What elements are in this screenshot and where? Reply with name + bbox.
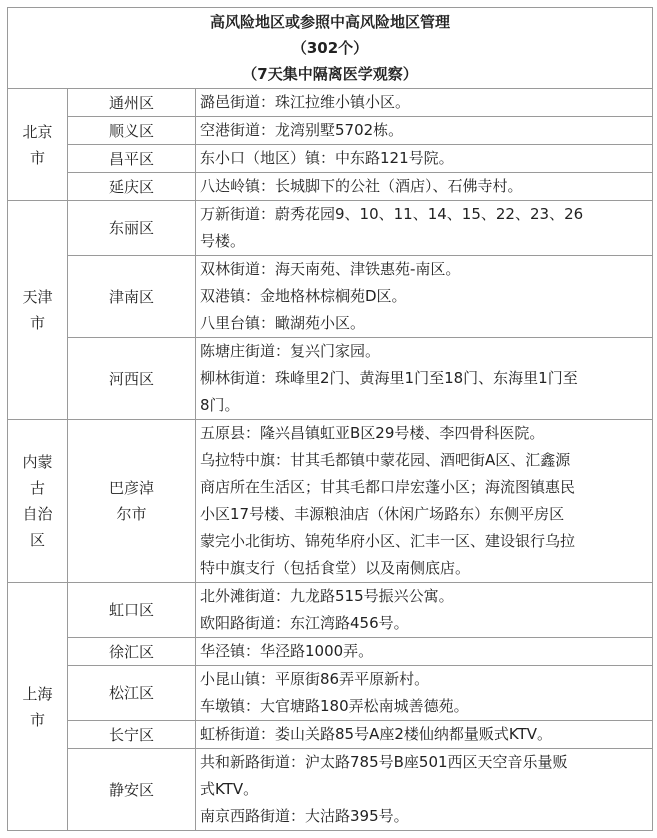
province-name: 北京: [22, 122, 53, 141]
district-name: 尔市: [116, 505, 147, 523]
address-line: 双港镇：金地格林棕榈苑D区。: [200, 287, 407, 305]
table-row: [8, 666, 653, 721]
district-cell: [68, 721, 196, 749]
district-cell: [68, 749, 196, 831]
address-line: 万新街道：蔚秀花园9、10、11、14、15、22、23、26: [200, 205, 584, 223]
address-line: 共和新路街道：沪太路785号B座501西区天空音乐量贩: [200, 753, 568, 771]
address-cell: [196, 338, 653, 420]
address-line: 双林街道：海天南苑、津铁惠苑-南区。: [200, 260, 461, 278]
province-name: 市: [29, 314, 45, 332]
address-cell: [196, 721, 653, 749]
header-quarantine-note: （7天集中隔离医学观察）: [242, 65, 418, 83]
address-cell: [196, 256, 653, 338]
district-cell: [68, 117, 196, 145]
district-name: 东丽区: [108, 219, 154, 237]
address-cell: [196, 749, 653, 831]
table-header-row: [8, 8, 653, 89]
table-row: [8, 173, 653, 201]
district-name: 徐汇区: [108, 642, 154, 661]
province-cell: [8, 201, 68, 420]
address-line: 欧阳路街道：东江湾路456号。: [200, 614, 409, 632]
table-row: [8, 749, 653, 831]
province-name: 区: [29, 531, 45, 549]
province-name: 上海: [22, 684, 53, 703]
address-line: 柳林街道：珠峰里2门、黄海里1门至18门、东海里1门至: [200, 369, 578, 387]
table-row: [8, 145, 653, 173]
district-cell: [68, 89, 196, 117]
header-count: （302个）: [291, 39, 369, 57]
table-row: [8, 638, 653, 666]
address-line: 东小口（地区）镇：中东路121号院。: [200, 149, 454, 167]
district-name: 虹口区: [108, 601, 154, 619]
address-cell: [196, 173, 653, 201]
district-name: 静安区: [108, 780, 154, 799]
district-name: 顺义区: [108, 121, 154, 140]
address-line: 虹桥街道：娄山关路85号A座2楼仙纳都量贩式KTV。: [200, 725, 552, 743]
address-line: 南京西路街道：大沽路395号。: [200, 807, 409, 825]
table-row: [8, 583, 653, 638]
address-line: 车墩镇：大官塘路180弄松南城善德苑。: [200, 697, 469, 715]
district-name: 津南区: [108, 287, 154, 306]
province-cell: [8, 583, 68, 831]
table-row: [8, 201, 653, 256]
district-name: 昌平区: [108, 149, 154, 168]
address-cell: [196, 117, 653, 145]
district-name: 长宁区: [108, 725, 154, 744]
district-cell: [68, 201, 196, 256]
address-line: 8门。: [200, 396, 240, 414]
address-cell: [196, 666, 653, 721]
district-name: 松江区: [108, 684, 154, 702]
header-title: 高风险地区或参照中高风险地区管理: [210, 13, 451, 31]
address-cell: [196, 583, 653, 638]
province-name: 内蒙: [22, 453, 53, 471]
address-line: 式KTV。: [200, 780, 259, 798]
district-cell: [68, 583, 196, 638]
address-line: 商店所在生活区；甘其毛都口岸宏蓬小区；海流图镇惠民: [200, 478, 576, 496]
district-cell: [68, 666, 196, 721]
table-row: [8, 420, 653, 583]
district-name: 延庆区: [108, 177, 154, 196]
address-line: 蒙完小北街坊、锦苑华府小区、汇丰一区、建设银行乌拉: [200, 532, 576, 550]
table-row: [8, 117, 653, 145]
province-cell: [8, 89, 68, 201]
district-name: 通州区: [108, 93, 154, 112]
table-row: [8, 256, 653, 338]
district-cell: [68, 420, 196, 583]
district-cell: [68, 173, 196, 201]
table-row: [8, 89, 653, 117]
province-name: 自治: [22, 505, 53, 523]
address-line: 空港街道：龙湾别墅5702栋。: [200, 121, 404, 139]
address-line: 五原县：隆兴昌镇虹亚B区29号楼、李四骨科医院。: [200, 424, 545, 442]
province-name: 市: [29, 710, 45, 729]
district-name: 巴彦淖: [108, 479, 154, 497]
address-line: 特中旗支行（包括食堂）以及南侧底店。: [200, 559, 471, 577]
address-line: 潞邑街道：珠江拉维小镇小区。: [200, 93, 411, 111]
address-cell: [196, 89, 653, 117]
district-cell: [68, 638, 196, 666]
address-line: 陈塘庄街道：复兴门家园。: [200, 342, 381, 360]
address-line: 小昆山镇：平原街86弄平原新村。: [200, 670, 430, 688]
risk-area-table: [7, 7, 653, 831]
province-cell: [8, 420, 68, 583]
district-cell: [68, 145, 196, 173]
address-cell: [196, 638, 653, 666]
address-line: 北外滩街道：九龙路515号振兴公寓。: [200, 587, 454, 605]
address-line: 八里台镇：瞰湖苑小区。: [200, 314, 366, 332]
address-cell: [196, 420, 653, 583]
table-header: [8, 8, 653, 89]
district-cell: [68, 256, 196, 338]
district-name: 河西区: [108, 369, 154, 388]
address-line: 乌拉特中旗：甘其毛都镇中蒙花园、酒吧街A区、汇鑫源: [200, 451, 571, 469]
province-name: 天津: [22, 288, 53, 306]
table-row: [8, 721, 653, 749]
district-cell: [68, 338, 196, 420]
address-cell: [196, 201, 653, 256]
address-line: 号楼。: [200, 232, 246, 250]
address-line: 小区17号楼、丰源粮油店（休闲广场路东）东侧平房区: [200, 505, 565, 523]
province-name: 古: [29, 479, 45, 497]
table-row: [8, 338, 653, 420]
address-line: 华泾镇：华泾路1000弄。: [200, 642, 374, 660]
address-line: 八达岭镇：长城脚下的公社（酒店）、石佛寺村。: [200, 177, 523, 195]
province-name: 市: [29, 148, 45, 167]
address-cell: [196, 145, 653, 173]
